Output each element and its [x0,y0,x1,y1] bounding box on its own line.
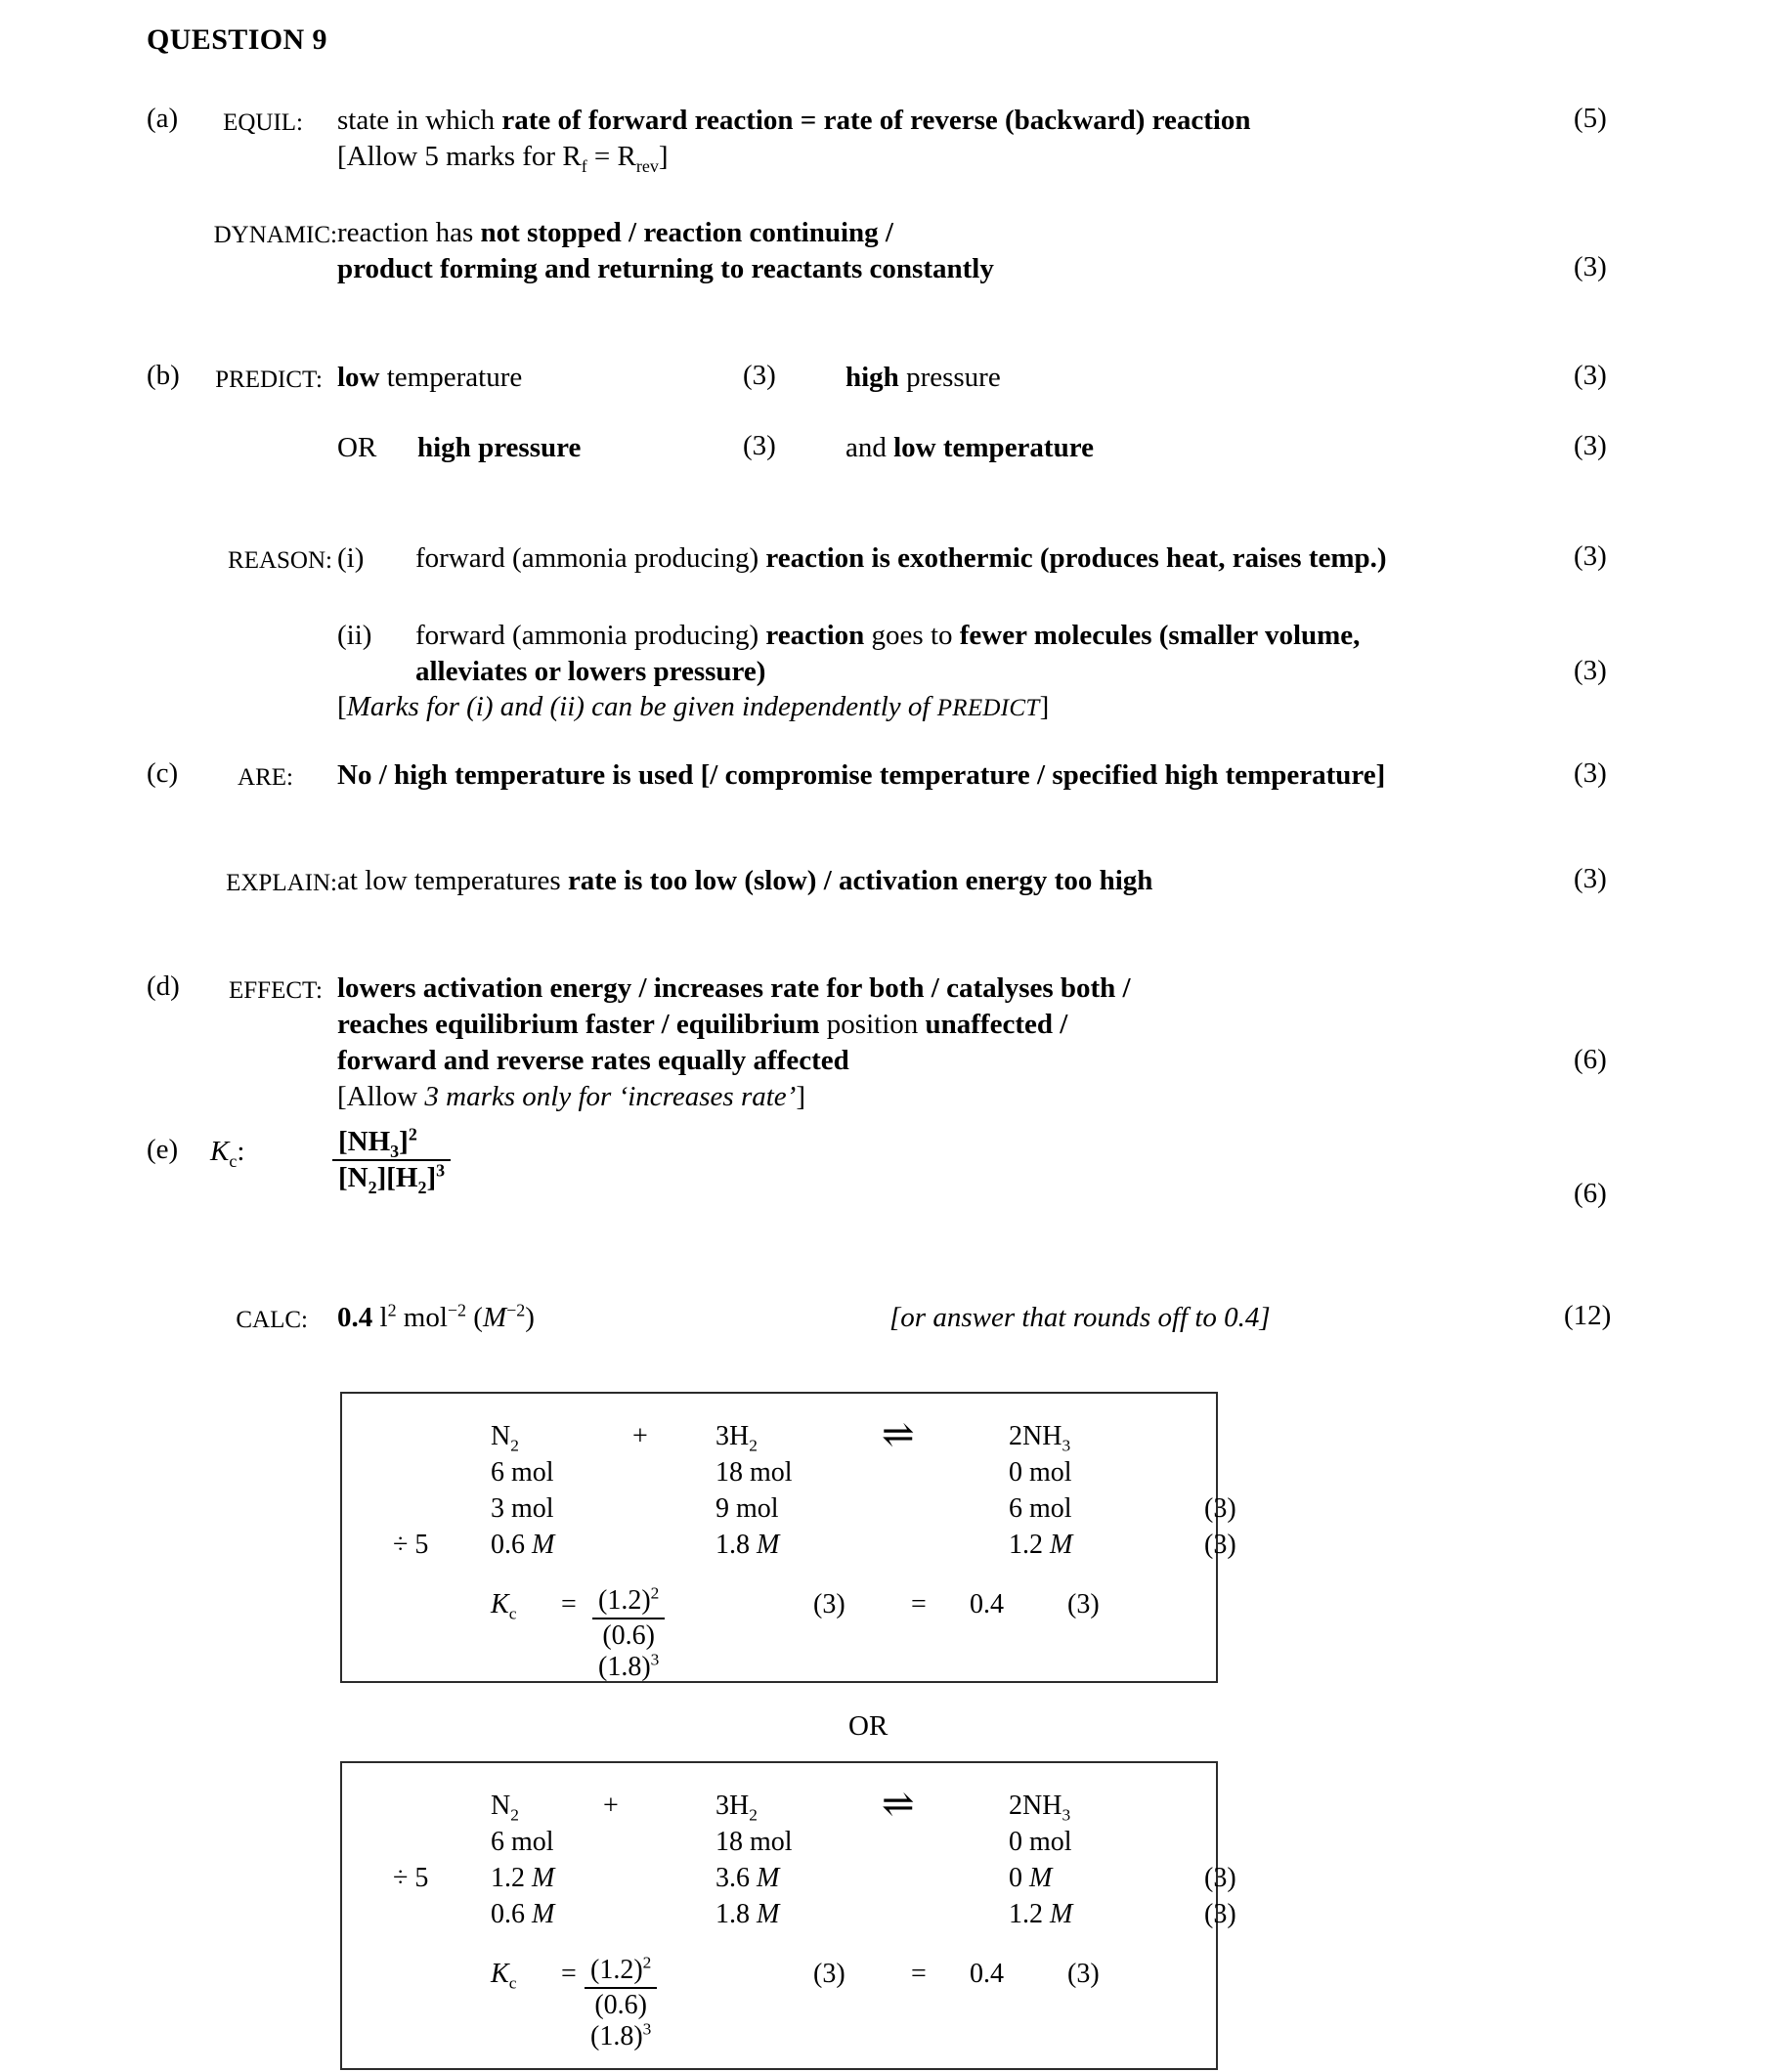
reason-ii-bold2: fewer molecules (smaller volume, [959,620,1361,651]
kc-denominator [332,1160,451,1198]
calc-tag: CALC: [236,1307,308,1333]
part-a-mark: (5) [1574,103,1607,134]
explain-mark: (3) [1574,863,1607,894]
kc-den-sup: 3 [650,1651,660,1670]
kc-den-close: ] [426,1162,437,1194]
predict-row2-left-bold: high pressure [417,432,582,463]
row-divisor: ÷ 5 [393,1530,429,1560]
row-n2: $N_2$ [491,1791,519,1825]
kc-den-text: (0.6)(1.8) [590,1990,647,2052]
row-mark: (3) [1204,1530,1236,1560]
kc-equals-two: = [911,1589,927,1619]
predict-row2-right-plain: and [845,432,894,463]
part-b-letter: (b) [147,360,180,391]
kc-fraction [585,1955,657,2053]
kc-num-close: ] [399,1126,409,1157]
explain-tag: EXPLAIN: [226,870,337,896]
calc-value [337,1300,885,1336]
row-value-a: 3 mol [491,1493,554,1524]
effect-note [337,1079,1491,1115]
effect-note-italic: 3 marks only for ‘increases rate’ [424,1081,797,1112]
effect-note-close: ] [796,1081,805,1112]
kc-numerator [332,1126,451,1161]
part-a-allow-mid: = R [586,141,636,172]
calc-unit-litre-sup: 2 [387,1300,397,1320]
dynamic-body [337,215,1442,287]
reason-ii-bold1: reaction [765,620,865,651]
row-plus: + [632,1421,648,1451]
calc-box-two [340,1761,1236,2070]
row-value-b: 18 mol [715,1827,793,1857]
reason-item-ii-number: (ii) [337,620,372,651]
part-e-kc-colon: : [237,1136,245,1167]
row-nh3: $2NH_3$ [1009,1421,1071,1455]
effect-note-open: [Allow [337,1081,425,1112]
calc-unit-molar: M [482,1302,507,1333]
kc-equals-two: = [911,1959,927,1989]
dynamic-line1-bold: not stopped / reaction continuing / [480,217,893,248]
kc-den-text: [N [338,1162,368,1194]
kc-num-text: [NH [338,1126,391,1157]
row-value-a: 1.2 M [491,1863,555,1893]
predict-row2-or: OR [337,432,377,463]
effect-line2 [337,1007,1491,1043]
equilibrium-arrow-icon: ⇌ [882,1782,915,1826]
reason-ii-plain2: goes to [864,620,960,651]
part-d-tag: EFFECT: [229,977,323,1004]
predict-row1-right [845,360,1334,396]
kc-result-value: 0.4 [970,1959,1004,1989]
calc-note: [or answer that rounds off to 0.4] [889,1302,1271,1333]
row-value-c: 0 mol [1009,1827,1072,1857]
reason-i-plain: forward (ammonia producing) [415,542,766,574]
calc-unit-paren-open: ( [466,1302,483,1333]
kc-den-sub2: 2 [417,1178,427,1198]
dynamic-line1 [337,215,1442,251]
or-divider: OR [848,1710,888,1742]
predict-row1-mid-mark: (3) [743,360,776,391]
reason-note-italic: Marks for (i) and (ii) can be given independently of [346,691,937,722]
part-e-letter: (e) [147,1134,179,1165]
kc-symbol [491,1959,517,1993]
kc-mark-two: (3) [1067,1959,1100,1989]
dynamic-line2: product forming and returning to reactants constantly [337,253,994,284]
part-a-sub-rev: rev [635,155,659,176]
part-e-kc-sub: c [229,1150,238,1171]
calc-unit-litre: l [379,1302,388,1333]
kc-den-sup: 3 [642,2020,652,2040]
part-e-kc-k: K [210,1136,230,1167]
part-d-letter: (d) [147,971,180,1002]
reason-ii-line2: alleviates or lowers pressure) [415,656,766,687]
kc-den-sup: 3 [436,1160,446,1181]
row-mark: (3) [1204,1493,1236,1524]
kc-num-text: (1.2) [590,1955,643,1985]
kc-equals: = [561,1589,577,1619]
kc-result-value: 0.4 [970,1589,1004,1619]
reason-note-open: [ [337,691,347,722]
effect-line2-bold-b: unaffected / [925,1009,1068,1040]
reason-note [337,689,1442,726]
reason-tag: REASON: [228,547,332,574]
kc-symbol-sub: c [508,1973,517,1993]
part-a-line1-bold: rate of forward reaction = rate of reverse (backward) reaction [501,105,1251,136]
row-value-c: 1.2 M [1009,1530,1073,1560]
kc-num-sub: 3 [390,1141,400,1161]
predict-row2-mark: (3) [1574,430,1607,461]
part-a-line1-plain: state in which [337,105,502,136]
predict-row1-mark: (3) [1574,360,1607,391]
part-a-body [337,103,1442,175]
calc-unit-mol: mol [396,1302,448,1333]
effect-line1: lowers activation energy / increases rate for both / catalyses both / [337,972,1131,1004]
row-h2: $3H_2$ [715,1421,758,1455]
part-c-letter: (c) [147,757,179,789]
explain-body [337,863,1491,899]
part-e-tag [210,1134,318,1170]
kc-num-sup: 2 [650,1583,660,1603]
row-n2: $N_2$ [491,1421,519,1455]
row-nh3: $2NH_3$ [1009,1791,1071,1825]
row-h2: $3H_2$ [715,1791,758,1825]
effect-line3: forward and reverse rates equally affected [337,1045,849,1076]
kc-equals: = [561,1959,577,1989]
kc-den-text: (0.6)(1.8) [598,1620,655,1683]
row-value-b: 1.8 M [715,1899,780,1929]
reason-item-i-text [415,540,1452,577]
row-divisor: ÷ 5 [393,1863,429,1893]
predict-row1-right-plain: pressure [898,362,1001,393]
equilibrium-arrow-icon: ⇌ [882,1412,915,1456]
kc-mark-one: (3) [813,1959,845,1989]
effect-line2-plain: position [819,1009,926,1040]
part-c-body: No / high temperature is used [/ compromise temperature / specified high temperature] [337,759,1386,791]
predict-row1-left [337,360,748,396]
part-a-sub-f: f [581,155,587,176]
calc-value-number: 0.4 [337,1302,373,1333]
kc-denominator [592,1619,665,1683]
row-mark: (3) [1204,1863,1236,1893]
row-value-b: 18 mol [715,1457,793,1488]
predict-row1-left-plain: temperature [379,362,523,393]
kc-symbol [491,1589,517,1623]
kc-mark-one: (3) [813,1589,845,1619]
calc-mark: (12) [1564,1300,1612,1331]
kc-mark-two: (3) [1067,1589,1100,1619]
part-c-mark: (3) [1574,757,1607,789]
kc-num-text: (1.2) [598,1585,651,1616]
row-mark: (3) [1204,1899,1236,1929]
reason-item-i-number: (i) [337,542,365,574]
explain-plain: at low temperatures [337,865,568,896]
part-c-tag: ARE: [238,764,293,791]
row-value-a: 6 mol [491,1827,554,1857]
predict-row1-left-bold: low [337,362,380,393]
calc-unit-mol-sup: −2 [447,1300,467,1320]
kc-numerator [585,1955,657,1989]
predict-row2-mid-mark: (3) [743,430,776,461]
part-a-tag: EQUIL: [223,109,303,136]
reason-i-bold: reaction is exothermic (produces heat, raises temp.) [765,542,1387,574]
calc-unit-molar-sup: −2 [506,1300,526,1320]
reason-item-ii-mark: (3) [1574,655,1607,686]
reason-ii-plain1: forward (ammonia producing) [415,620,766,651]
part-a-allow-pre: [Allow 5 marks for R [337,141,582,172]
reason-item-i-mark: (3) [1574,540,1607,572]
predict-row1-right-bold: high [845,362,899,393]
row-value-c: 0 mol [1009,1457,1072,1488]
reason-ii-line1 [415,618,1452,654]
part-a-allow-post: ] [658,141,669,172]
kc-numerator [592,1585,665,1619]
part-e-mark: (6) [1574,1178,1607,1209]
row-value-a: 6 mol [491,1457,554,1488]
dynamic-tag: DYNAMIC: [213,222,337,248]
part-d-mark: (6) [1574,1044,1607,1075]
explain-bold: rate is too low (slow) / activation energy too high [567,865,1153,896]
predict-row2-right [845,430,1334,466]
kc-denominator [585,1989,657,2052]
kc-num-sup: 2 [642,1953,652,1972]
kc-den-sub1: 2 [368,1178,377,1198]
dynamic-line1-plain: reaction has [337,217,481,248]
part-a-line1 [337,103,1442,139]
reason-note-close: ] [1039,691,1050,722]
row-value-b: 1.8 M [715,1530,780,1560]
kc-symbol-k: K [491,1589,509,1619]
page-title: QUESTION 9 [147,23,327,56]
row-value-c: 1.2 M [1009,1899,1073,1929]
row-value-b: 9 mol [715,1493,779,1524]
kc-fraction [592,1585,665,1684]
reason-item-ii-text [415,618,1452,690]
part-b-tag: PREDICT: [215,367,323,393]
part-a-letter: (a) [147,103,179,134]
calc-box-one [340,1392,1236,1683]
row-value-a: 0.6 M [491,1899,555,1929]
row-plus: + [603,1791,619,1821]
row-value-c: 6 mol [1009,1493,1072,1524]
row-value-b: 3.6 M [715,1863,780,1893]
effect-line2-bold-a: reaches equilibrium faster / equilibrium [337,1009,820,1040]
kc-symbol-k: K [491,1959,509,1989]
dynamic-mark: (3) [1574,251,1607,282]
reason-note-predict: PREDICT [936,695,1040,721]
part-d-body [337,971,1491,1115]
predict-row2-right-bold: low temperature [893,432,1094,463]
kc-fraction [332,1124,451,1198]
row-value-c: 0 M [1009,1863,1053,1893]
kc-symbol-sub: c [508,1604,517,1623]
row-value-a: 0.6 M [491,1530,555,1560]
kc-den-mid: ][H [376,1162,418,1194]
kc-num-sup: 2 [408,1124,417,1144]
part-a-line2 [337,139,1442,175]
kc-expression [332,1124,451,1198]
calc-unit-paren-close: ) [525,1302,535,1333]
